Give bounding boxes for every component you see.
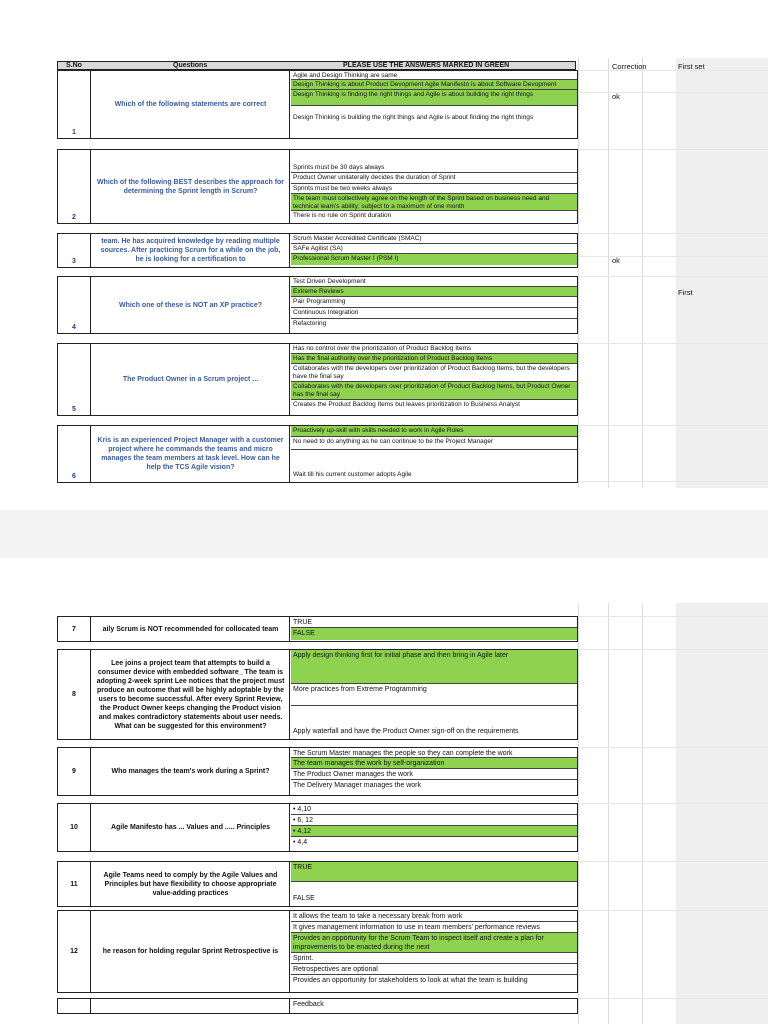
grid-line: [578, 803, 768, 804]
grid-line: [578, 149, 768, 150]
question-row: [57, 425, 578, 483]
answer-option: Retrospectives are optional: [291, 964, 577, 975]
question-number: 7: [58, 617, 91, 641]
question-number: 1: [58, 71, 91, 138]
answer-option: Test Driven Development: [291, 277, 577, 287]
header-first-set: First set: [678, 62, 705, 71]
question-number: [58, 999, 91, 1013]
grid-line: [578, 425, 768, 426]
header-answers: PLEASE USE THE ANSWERS MARKED IN GREEN: [343, 62, 510, 69]
answer-option: Feedback: [293, 1001, 324, 1008]
question-text: aily Scrum is NOT recommended for collocated team: [92, 617, 290, 641]
answers-cell: [291, 234, 577, 267]
answer-option-correct: Professional Scrum Master I (PSM I): [291, 254, 577, 265]
answer-option: Product Owner unilaterally decides the duration of Sprint: [291, 173, 577, 184]
answers-cell: [291, 911, 577, 992]
answer-option: • 4,4: [293, 839, 308, 846]
grid-line: [578, 910, 768, 911]
sheet-page-2: [0, 558, 768, 1024]
answer-option: Collaborates with the developers over prioritization of Product Backlog Items, but the developers have the final say: [291, 364, 577, 382]
question-row: [57, 649, 578, 740]
note-first-q4: First: [678, 288, 693, 297]
grid-line: [578, 92, 768, 93]
question-text: Agile Teams need to comply by the Agile Values and Principles but have flexibility to choose appropriate value-adding practices: [92, 862, 290, 906]
answer-option: SAFe Agilist (SA): [291, 244, 577, 254]
grid-line: [578, 276, 768, 277]
answers-cell: [291, 344, 577, 415]
question-number: 8: [58, 650, 91, 739]
answer-option: FALSE: [293, 895, 315, 902]
question-number: 4: [58, 277, 91, 333]
question-row: [57, 149, 578, 224]
question-text: The Product Owner in a Scrum project ...: [92, 344, 290, 415]
answer-option-correct: Extreme Reviews: [291, 287, 577, 297]
answers-cell: [291, 617, 577, 641]
question-row: [57, 861, 578, 907]
answer-option-correct: The team must collectively agree on the length of the Sprint based on business need and technical team's ability; subject to a maximum of one month: [291, 194, 577, 211]
question-number: 12: [58, 911, 91, 992]
note-ok-q1: ok: [612, 92, 620, 101]
grid-line: [608, 603, 609, 1024]
answer-option-correct: TRUE: [291, 862, 577, 882]
answer-option: No need to do anything as he can continue to be the Project Manager: [291, 437, 577, 450]
answer-option: Sprints must be two weeks always: [291, 184, 577, 194]
note-ok-q3: ok: [612, 256, 620, 265]
answer-option: Creates the Product Backlog Items but leaves prioritization to Business Analyst: [293, 401, 520, 408]
grid-line: [578, 343, 768, 344]
answers-cell: [291, 650, 577, 739]
question-row: [57, 747, 578, 796]
table-header: [57, 61, 576, 70]
question-row: [57, 70, 578, 139]
page-gap: [0, 510, 768, 558]
answers-cell: [291, 150, 577, 223]
grid-line: [578, 747, 768, 748]
grid-line: [608, 58, 609, 488]
question-text: Agile Manifesto has ... Values and ..... Principles: [92, 804, 290, 851]
grid-line: [642, 603, 643, 1024]
header-questions: Questions: [173, 62, 208, 69]
question-row: [57, 998, 578, 1014]
answer-option-correct: Collaborates with the developers over prioritization of Product Backlog Items, but Product Owner has the final say: [291, 382, 577, 400]
answer-option: More practices from Extreme Programming: [291, 684, 577, 706]
answer-option: • 6, 12: [291, 815, 577, 826]
answer-option: The Delivery Manager manages the work: [293, 782, 422, 789]
answer-option: Design Thinking is building the right things and Agile is about finding the right things: [293, 114, 534, 121]
answer-option: The Scrum Master manages the people so they can complete the work: [291, 748, 577, 758]
grid-line: [578, 70, 768, 71]
question-text: [92, 999, 290, 1013]
answer-option: It gives management information to use in team members' performance reviews: [291, 922, 577, 933]
grid-line: [578, 861, 768, 862]
grid-line: [578, 233, 768, 234]
question-row: [57, 910, 578, 993]
answer-option: Has no control over the prioritization of Product Backlog Items: [291, 344, 577, 354]
answer-option: Sprint.: [291, 953, 577, 964]
answers-cell: [291, 71, 577, 138]
question-row: [57, 343, 578, 416]
answer-option: Apply waterfall and have the Product Owner sign-off on the requirements: [293, 728, 519, 735]
answers-cell: [291, 277, 577, 333]
answers-cell: [291, 748, 577, 795]
grid-line: [578, 616, 768, 617]
question-number: 9: [58, 748, 91, 795]
answer-option: Pair Programming: [291, 297, 577, 308]
question-row: [57, 233, 578, 268]
answer-option: It allows the team to take a necessary break from work: [291, 911, 577, 922]
answer-option-correct: The team manages the work by self-organization: [291, 758, 577, 769]
question-text: team. He has acquired knowledge by reading multiple sources. After practicing Scrum for a while on the job, he is looking for a certification to: [92, 234, 290, 267]
answer-option-correct: Apply design thinking first for initial phase and then bring in Agile later: [291, 650, 577, 684]
answer-option-correct: Design Thinking is finding the right things and Agile is about building the right things: [291, 90, 577, 106]
question-text: Which of the following statements are correct: [92, 71, 290, 138]
answer-option-correct: Design Thinking is about Product Devopment Agile Manifesto is about Software Devopment: [291, 80, 577, 90]
answer-option: Continuous Integration: [291, 308, 577, 319]
grid-line: [578, 603, 579, 1024]
answers-cell: [291, 426, 577, 482]
question-row: [57, 276, 578, 334]
question-text: Kris is an experienced Project Manager with a customer project where he commands the teams and micro manages the team members at task level. How can he help the TCS Agile vision?: [92, 426, 290, 482]
question-text: he reason for holding regular Sprint Retrospective is: [92, 911, 290, 992]
sheet-page-1: [0, 0, 768, 510]
answer-option: There is no rule on Sprint duration: [293, 212, 392, 219]
grid-line: [578, 58, 579, 488]
answer-option: Wait till his current customer adopts Agile: [293, 471, 412, 478]
grey-gutter: [676, 603, 768, 1024]
question-number: 3: [58, 234, 91, 267]
answer-option-correct: • 4,12: [291, 826, 577, 837]
answers-cell: [291, 804, 577, 851]
question-text: Which of the following BEST describes the approach for determining the Sprint length in Scrum?: [92, 150, 290, 223]
question-row: [57, 616, 578, 642]
answers-cell: [291, 999, 577, 1013]
answer-option: Sprints must be 30 days always: [291, 163, 577, 173]
answer-option-correct: Has the final authority over the prioritization of Product Backlog Items: [291, 354, 577, 364]
answer-option-correct: Proactively up-skill with skills needed to work in Agile Roles: [291, 426, 577, 437]
answer-option-correct: Provides an opportunity for the Scrum Team to inspect itself and create a plan for improvements to be enacted during the next: [291, 933, 577, 953]
question-number: 10: [58, 804, 91, 851]
question-text: Who manages the team's work during a Sprint?: [92, 748, 290, 795]
question-number: 11: [58, 862, 91, 906]
question-text: Lee joins a project team that attempts to build a consumer device with embedded software_ The team is adopting 2-week sprint Lee notices that the project must produce an outcome that will be highly adoptable by the users to become successful. After every Sprint Review, the Product Owner keeps changing the Product vision and makes contradictory statements about user needs. What can be suggested for this environment?: [92, 650, 290, 739]
question-text: Which one of these is NOT an XP practice?: [92, 277, 290, 333]
answer-option: Refactoring: [293, 320, 327, 327]
grid-line: [578, 481, 768, 482]
answer-option: The Product Owner manages the work: [291, 769, 577, 780]
grid-line: [578, 998, 768, 999]
grid-line: [578, 256, 768, 257]
grid-line: [578, 649, 768, 650]
question-number: 5: [58, 344, 91, 415]
answer-option: Scrum Master Accredited Certificate (SMAC): [291, 234, 577, 244]
question-number: 6: [58, 426, 91, 482]
answers-cell: [291, 862, 577, 906]
answer-option-correct: FALSE: [291, 628, 577, 640]
question-number: 2: [58, 150, 91, 223]
grid-line: [642, 58, 643, 488]
header-correction: Correction: [612, 62, 647, 71]
question-row: [57, 803, 578, 852]
header-sno: S.No: [66, 62, 82, 69]
answer-option: • 4,10: [291, 804, 577, 815]
answer-option: Provides an opportunity for stakeholders to look at what the team is building: [293, 977, 528, 984]
grey-gutter: [676, 58, 768, 488]
answer-option: TRUE: [291, 617, 577, 628]
answer-option: Agile and Design Thinking are same: [291, 71, 577, 80]
